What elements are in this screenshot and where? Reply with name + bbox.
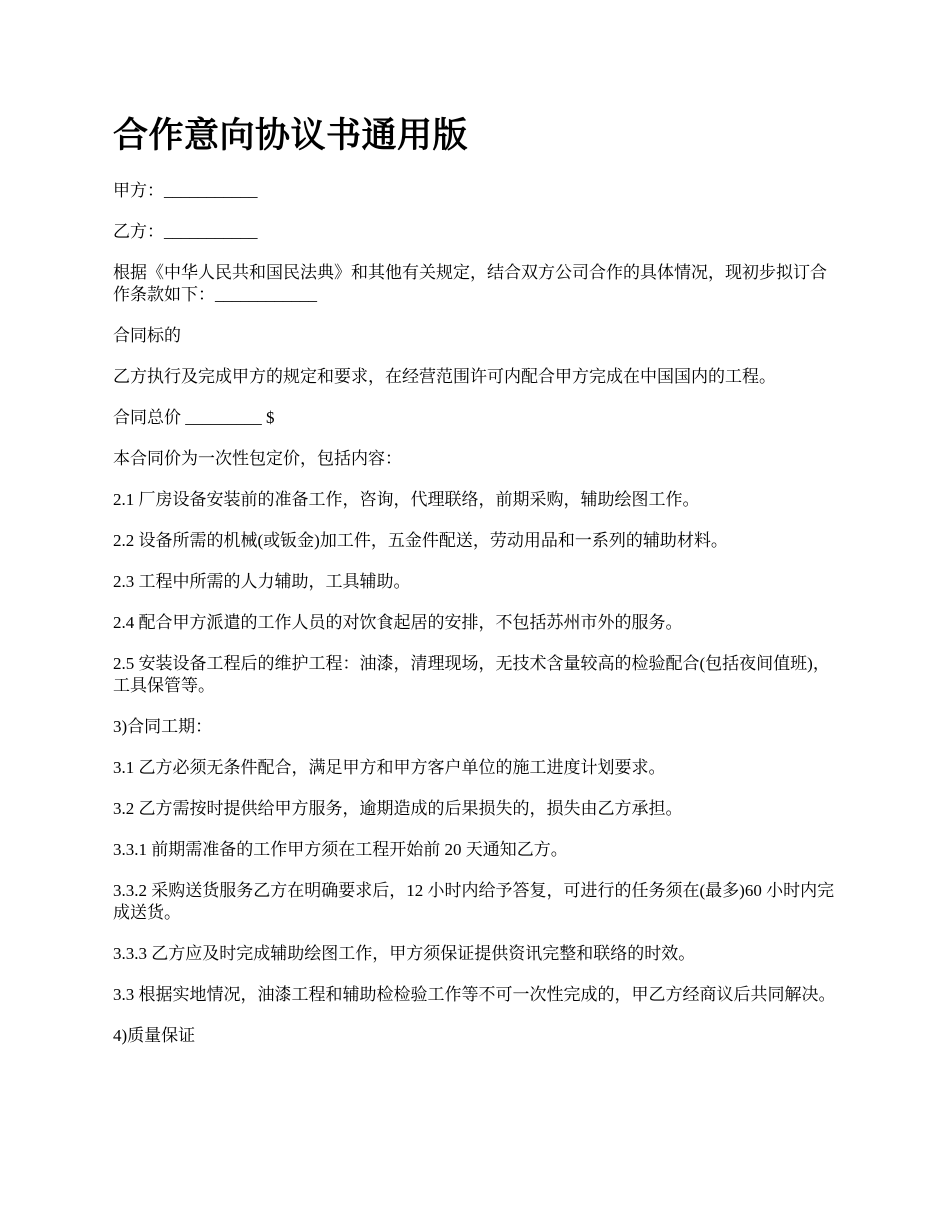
clause-item: 3.3.3 乙方应及时完成辅助绘图工作，甲方须保证提供资讯完整和联络的时效。 [113,944,696,963]
clause-item: 2.2 设备所需的机械(或钣金)加工件，五金件配送，劳动用品和一系列的辅助材料。 [113,531,728,550]
preamble-paragraph: 根据《中华人民共和国民法典》和其他有关规定，结合双方公司合作的具体情况，现初步拟订合作条款如下：____________ [113,263,827,304]
body-paragraph: 合同总价 _________ $ [113,408,275,427]
document-title: 合作意向协议书通用版 [113,116,469,155]
document-page [113,112,840,1066]
clause-item: 3.2 乙方需按时提供给甲方服务，逾期造成的后果损失的，损失由乙方承担。 [113,799,683,818]
party-a-line: 甲方：___________ [113,181,258,200]
clause-item: 3.3.2 采购送货服务乙方在明确要求后，12 小时内给予答复，可进行的任务须在(最多)60 小时内完成送货。 [113,881,835,922]
party-b-line: 乙方：___________ [113,222,258,241]
clause-item: 2.1 厂房设备安装前的准备工作，咨询，代理联络，前期采购，辅助绘图工作。 [113,490,700,509]
body-paragraph: 乙方执行及完成甲方的规定和要求，在经营范围许可内配合甲方完成在中国国内的工程。 [113,367,776,386]
clause-item: 3.3.1 前期需准备的工作甲方须在工程开始前 20 天通知乙方。 [113,840,568,859]
section-heading: 合同标的 [113,326,181,345]
clause-item: 3.3 根据实地情况，油漆工程和辅助检检验工作等不可一次性完成的，甲乙方经商议后共同解决。 [113,985,836,1004]
clause-item: 2.4 配合甲方派遣的工作人员的对饮食起居的安排，不包括苏州市外的服务。 [113,613,683,632]
section-heading: 4)质量保证 [113,1026,196,1045]
clause-item: 2.3 工程中所需的人力辅助，工具辅助。 [113,572,411,591]
section-heading: 3)合同工期： [113,717,213,736]
body-paragraph: 本合同价为一次性包定价，包括内容： [113,449,402,468]
clause-item: 2.5 安装设备工程后的维护工程：油漆，清理现场，无技术含量较高的检验配合(包括夜间值班)，工具保管等。 [113,654,830,695]
clause-item: 3.1 乙方必须无条件配合，满足甲方和甲方客户单位的施工进度计划要求。 [113,758,666,777]
